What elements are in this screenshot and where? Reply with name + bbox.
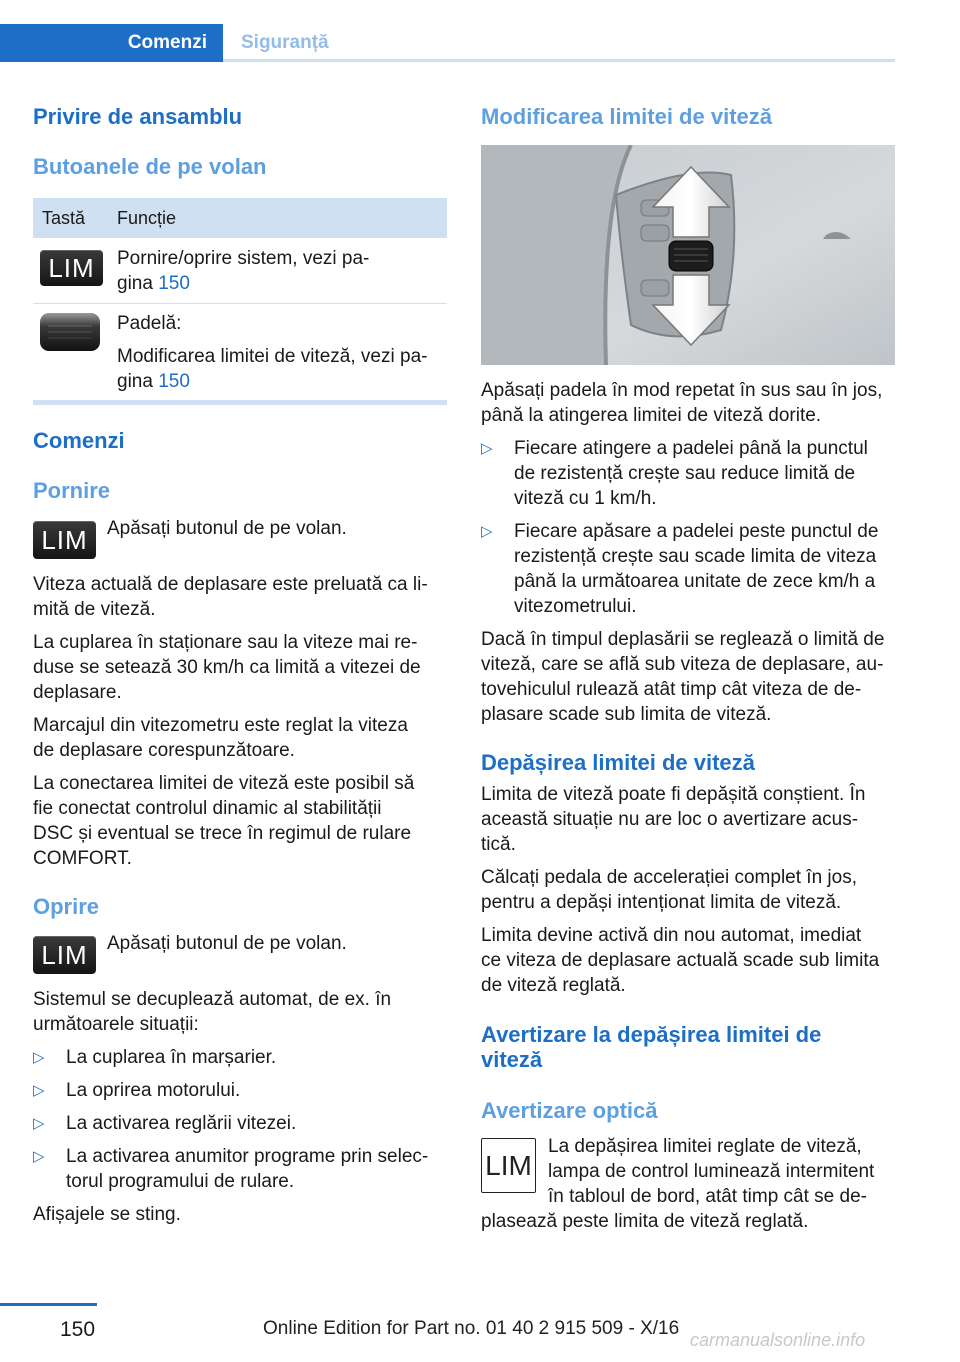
bullet-triangle-icon: ▷ <box>33 1115 45 1132</box>
list-item <box>33 1045 453 1070</box>
list-item-text: La activarea anumitor programe prin selec- torul programului de rulare. <box>66 1146 429 1192</box>
header-rule <box>223 59 895 62</box>
row2-title: Padelă: <box>117 313 182 334</box>
tab-comenzi[interactable]: Comenzi <box>0 24 223 62</box>
table-row-2-text <box>117 311 447 394</box>
lim-icon-label: LIM <box>41 524 88 555</box>
paragraph: La conectarea limitei de viteză este posibil să fie conectat controlul dinamic al stabilității DSC și eventual se trece în regimul de rulare COMFORT. <box>33 773 415 869</box>
table-bottom-rule <box>33 400 447 405</box>
table-row-1-text <box>117 246 447 296</box>
paragraph: Limita devine activă din nou automat, imediat ce viteza de deplasare actuală scade sub limita de viteză reglată. <box>481 925 880 996</box>
row2-text: Modificarea limitei de viteză, vezi pa- gina <box>117 346 428 392</box>
list-item-text: La activarea reglării vitezei. <box>66 1113 297 1134</box>
paragraph: Marcajul din vitezometru este reglat la viteza de deplasare corespunzătoare. <box>33 715 408 761</box>
paragraph: Sistemul se decuplează automat, de ex. în următoarele situații: <box>33 989 392 1035</box>
list-item <box>33 1111 453 1136</box>
paragraph: La cuplarea în staționare sau la viteze mai re- duse se setează 30 km/h ca limită a vitezei de deplasare. <box>33 632 421 703</box>
section-title-overview: Privire de ansamblu <box>33 104 243 129</box>
section-title-warning: Avertizare la depășirea limitei de viteză <box>481 1022 822 1072</box>
section-title-exceeding: Depășirea limitei de viteză <box>481 750 755 775</box>
right-body-2 <box>481 782 901 1006</box>
steering-wheel-paddle-image <box>481 145 895 365</box>
list-item <box>33 1144 453 1194</box>
paragraph: Afișajele se sting. <box>33 1204 181 1225</box>
lim-icon-label: LIM <box>485 1149 532 1181</box>
table-header <box>33 198 447 238</box>
paragraph: Viteza actuală de deplasare este preluată ca li- mită de viteză. <box>33 574 428 620</box>
oprire-body <box>33 987 453 1235</box>
optical-text-line: plasează peste limita de viteză reglată. <box>481 1211 809 1232</box>
list-item-text: Fiecare atingere a padelei până la punctul de rezistență crește sau reduce limită de viteză cu 1 km/h. <box>514 438 868 509</box>
optical-text-line: în tabloul de bord, atât timp cât se de- <box>548 1186 867 1207</box>
tab-siguranta[interactable]: Siguranță <box>241 32 329 53</box>
lim-button-icon <box>33 521 96 559</box>
bullet-triangle-icon: ▷ <box>481 523 493 540</box>
paragraph: Limita de viteză poate fi depășită conștient. În această situație nu are loc o avertizare acus- tică. <box>481 784 866 855</box>
section-title-comenzi: Comenzi <box>33 428 125 453</box>
list-item <box>33 1078 453 1103</box>
oprire-list <box>33 1045 453 1194</box>
bullet-triangle-icon: ▷ <box>33 1148 45 1165</box>
paragraph: Călcați pedala de accelerației complet în jos, pentru a depăși intenționat limita de viteză. <box>481 867 857 913</box>
row1-text: Pornire/oprire sistem, vezi pa- gina <box>117 248 370 294</box>
lim-icon-label: LIM <box>48 252 95 283</box>
subtitle-oprire: Oprire <box>33 894 100 919</box>
paddle-list <box>481 436 901 619</box>
list-item-text: La oprirea motorului. <box>66 1080 241 1101</box>
subtitle-pornire: Pornire <box>33 478 111 503</box>
paragraph: Apăsați padela în mod repetat în sus sau în jos, până la atingerea limitei de viteză dorite. <box>481 380 883 426</box>
list-item-text: Fiecare apăsare a padelei peste punctul de rezistență crește sau scade limita de viteza până la următoarea unitate de zece km/h a vitezometrului. <box>514 521 879 617</box>
paragraph: Dacă în timpul deplasării se reglează o limită de viteză, care se află sub viteza de deplasare, au- tovehiculul rulează atât timp cât viteza de de- plasare scade sub limita de viteză. <box>481 629 885 725</box>
subtitle-steering-buttons: Butoanele de pe volan <box>33 154 267 179</box>
paddle-icon <box>38 310 102 354</box>
table-separator <box>33 303 447 304</box>
right-body-1 <box>481 378 901 735</box>
section-title-speed-limit-change: Modificarea limitei de viteză <box>481 104 772 129</box>
table-header-function: Funcție <box>117 208 177 228</box>
lim-icon-label: LIM <box>41 939 88 970</box>
list-item-text: La cuplarea în marșarier. <box>66 1047 277 1068</box>
row1-page-link[interactable]: 150 <box>158 273 190 294</box>
table-header-key: Tastă <box>42 208 86 228</box>
bullet-triangle-icon: ▷ <box>481 440 493 457</box>
optical-text-line: lampa de control luminează intermitent <box>548 1161 875 1182</box>
watermark: carmanualsonline.info <box>690 1330 866 1350</box>
optical-text-line: La depășirea limitei reglate de viteză, <box>548 1136 862 1157</box>
lim-indicator-lamp-icon <box>481 1138 536 1193</box>
edition-text: Online Edition for Part no. 01 40 2 915 509 - X/16 <box>263 1318 680 1339</box>
pornire-body <box>33 572 453 879</box>
page-number: 150 <box>60 1318 96 1341</box>
bullet-triangle-icon: ▷ <box>33 1049 45 1066</box>
list-item <box>481 436 901 511</box>
pornire-action: Apăsați butonul de pe volan. <box>107 518 347 539</box>
bullet-triangle-icon: ▷ <box>33 1082 45 1099</box>
row2-page-link[interactable]: 150 <box>158 371 190 392</box>
oprire-action: Apăsați butonul de pe volan. <box>107 933 347 954</box>
footer-rule <box>0 1303 97 1306</box>
list-item <box>481 519 901 619</box>
subtitle-optical-warning: Avertizare optică <box>481 1098 658 1123</box>
lim-button-icon <box>33 936 96 974</box>
lim-button-icon <box>40 250 103 286</box>
